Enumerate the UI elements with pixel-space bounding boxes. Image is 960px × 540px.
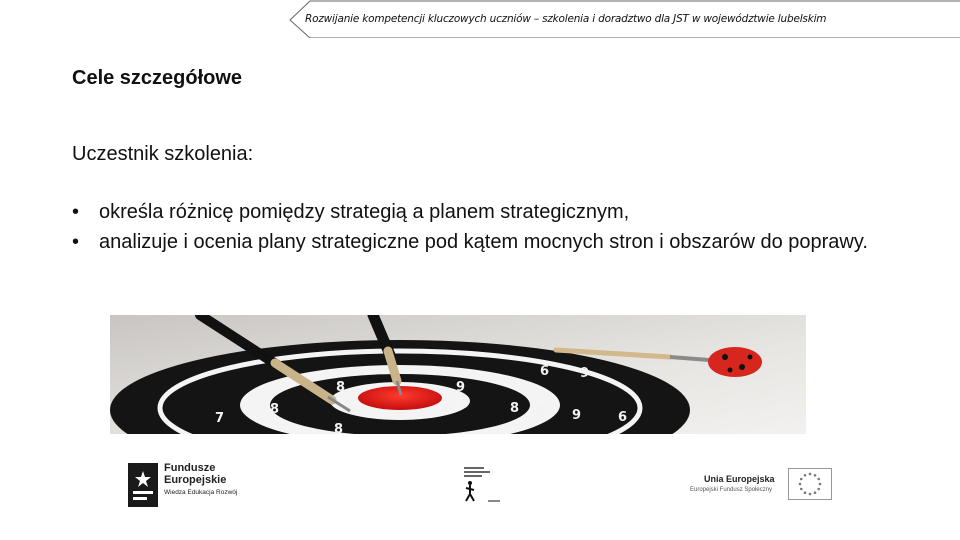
bullet-dot: •: [72, 201, 80, 223]
target-number: 9: [572, 408, 582, 423]
eu-stars: [789, 469, 831, 499]
target-number: 9: [535, 404, 545, 419]
slide-intro: Uczestnik szkolenia:: [72, 143, 254, 165]
bullet-text: analizuje i ocenia plany strategiczne pod kątem mocnych stron i obszarów do poprawy.: [99, 231, 868, 253]
target-number: 7: [215, 411, 225, 426]
person-walking-icon: [462, 465, 504, 505]
eu-flag-icon: [788, 468, 832, 500]
dart-flight: [708, 347, 762, 377]
bullet-dot: •: [72, 231, 80, 253]
target-number: 8: [336, 380, 346, 395]
target-number: 6: [618, 410, 628, 425]
target-number: 9: [456, 380, 466, 395]
dartboard-photo: [110, 315, 806, 434]
slide-title: Cele szczegółowe: [72, 67, 243, 89]
target-number: 8: [343, 399, 353, 414]
target-number: 8: [270, 402, 280, 417]
bullet-list: [72, 197, 912, 257]
target-number: 8: [510, 401, 520, 416]
bullet-item: [72, 197, 912, 227]
fe-logo-line1: Fundusze: [164, 462, 216, 474]
fe-star-icon: [128, 463, 158, 507]
target-number: 9: [580, 366, 590, 381]
fe-logo-line2: Europejskie: [164, 474, 227, 486]
target-number: 8: [334, 422, 344, 434]
bullet-item: [72, 227, 912, 257]
partner-logo: [462, 465, 504, 505]
eu-logo: [688, 468, 838, 500]
target-number: 6: [540, 364, 550, 379]
eu-logo-line1: Unia Europejska: [704, 474, 775, 484]
dartboard-photo-svg: [110, 315, 806, 434]
fe-logo-line3: Wiedza Edukacja Rozwój: [164, 489, 238, 496]
bullet-text: określa różnicę pomiędzy strategią a planem strategicznym,: [99, 201, 630, 223]
footer-logos: [0, 455, 960, 515]
eu-logo-line2: Europejski Fundusz Społeczny: [690, 487, 773, 493]
target-number: 9: [460, 397, 470, 412]
fundusze-europejskie-logo: [128, 462, 268, 508]
header-text: Rozwijanie kompetencji kluczowych uczniów – szkolenia i doradztwo dla JST w województwie lubelskim: [305, 13, 827, 25]
